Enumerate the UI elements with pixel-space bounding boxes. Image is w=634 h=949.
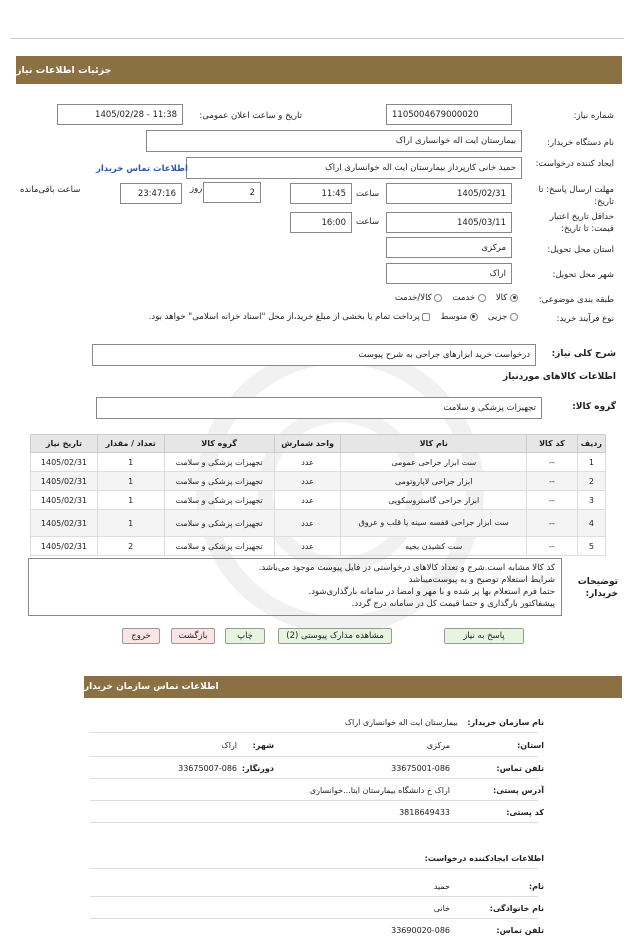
goods-info-title: اطلاعات کالاهای موردنیاز <box>502 372 616 382</box>
remaining-time-field: 23:47:16 <box>120 183 182 204</box>
address-label: آدرس پستی: <box>493 786 544 795</box>
creator-field: حمید خانی کارپرداز بیمارستان ایت اله خوانساری اراک <box>186 157 522 179</box>
row-divider <box>90 732 538 733</box>
row-divider <box>90 778 538 779</box>
col-qty: تعداد / مقدار <box>97 435 164 453</box>
process-option-minor[interactable]: جزیی <box>488 312 518 322</box>
note-line: حتما فرم استعلام بها پر شده و با مهر و امضا در سامانه بارگذاری‌شود. <box>308 587 555 597</box>
city-contact-value: اراک <box>221 741 237 750</box>
validity-date-field: 1405/03/11 <box>386 212 512 233</box>
treasury-option[interactable]: پرداخت تمام یا بخشی از مبلغ خرید،از محل "اسناد خزانه اسلامی" خواهد بود. <box>149 312 431 322</box>
remaining-label: ساعت باقی‌مانده <box>20 185 81 195</box>
deadline-time-label: ساعت <box>356 189 380 199</box>
process-option-medium[interactable]: متوسط <box>440 312 477 322</box>
col-name: نام کالا <box>341 435 527 453</box>
org-name-value: بیمارستان ایت اله خوانساری اراک <box>344 718 458 727</box>
notes-box <box>28 558 562 616</box>
last-name-value: خانی <box>433 904 450 913</box>
col-row: ردیف <box>577 435 605 453</box>
view-attachments-button[interactable]: مشاهده مدارک پیوستی (2) <box>278 628 392 644</box>
summary-field: درخواست خرید ابزارهای جراحی به شرح پیوست <box>92 344 536 366</box>
need-number-field: 1105004679000020 <box>386 104 512 125</box>
exit-button[interactable]: خروج <box>122 628 160 644</box>
validity-time-field: 16:00 <box>290 212 352 233</box>
days-label: روز <box>190 184 203 194</box>
address-value: اراک خ دانشگاه بیمارستان ایتا...خوانساری <box>309 786 450 795</box>
postal-value: 3818649433 <box>399 808 450 817</box>
announce-label: تاریخ و ساعت اعلان عمومی: <box>199 111 302 121</box>
col-group: گروه کالا <box>164 435 274 453</box>
category-option-goods[interactable]: کالا <box>496 293 518 303</box>
province-field: مرکزی <box>386 237 512 258</box>
process-radio-group <box>149 312 518 322</box>
process-label: نوع فرآیند خرید: <box>556 314 614 324</box>
validity-time-label: ساعت <box>356 217 380 227</box>
table-row: 2 -- ابزار جراحی لاپاروتومی عدد تجهیزات پزشکی و سلامت 1 1405/02/31 <box>31 472 606 491</box>
print-button[interactable]: چاپ <box>225 628 265 644</box>
items-table <box>30 434 606 556</box>
col-unit: واحد شمارش <box>274 435 341 453</box>
province-contact-value: مرکزی <box>426 741 450 750</box>
phone-label: تلفن تماس: <box>496 764 544 773</box>
category-option-service[interactable]: خدمت <box>452 293 485 303</box>
page-title: جزئیات اطلاعات نیاز <box>16 64 112 76</box>
creator-label: ایجاد کننده درخواست: <box>535 159 614 169</box>
creator-info-title: اطلاعات ایجادکننده درخواست: <box>424 854 544 863</box>
checkbox-icon <box>422 313 430 321</box>
org-name-label: نام سازمان خریدار: <box>467 718 544 727</box>
city-field: اراک <box>386 263 512 284</box>
note-line: شرایط استعلام توضیح و به پیوست‌میباشد <box>408 575 555 585</box>
phone-value: 33675001-086 <box>391 764 450 773</box>
announce-field: 1405/02/28 - 11:38 <box>57 104 183 125</box>
first-name-value: حمید <box>433 882 450 891</box>
row-divider <box>90 896 538 897</box>
table-row: 3 -- ابزار جراحی گاستروسکوپی عدد تجهیزات پزشکی و سلامت 1 1405/02/31 <box>31 491 606 510</box>
notes-label: توضیحات خریدار: <box>577 577 618 599</box>
creator-phone-value: 33690020-086 <box>391 926 450 935</box>
province-contact-label: استان: <box>517 741 544 750</box>
row-divider <box>90 800 538 801</box>
province-label: استان محل تحویل: <box>547 245 614 255</box>
fax-value: 33675007-086 <box>178 764 237 773</box>
fax-label: دورنگار: <box>241 764 274 773</box>
radio-icon <box>478 294 486 302</box>
radio-icon <box>510 313 518 321</box>
radio-icon <box>434 294 442 302</box>
table-row: 5 -- ست کشیدن بخیه عدد تجهیزات پزشکی و سلامت 2 1405/02/31 <box>31 537 606 556</box>
table-row: 4 -- ست ابزار جراحی قفسه سینه یا قلب و عروق عدد تجهیزات پزشکی و سلامت 1 1405/02/31 <box>31 510 606 537</box>
first-name-label: نام: <box>528 882 544 891</box>
group-field: تجهیزات پزشکی و سلامت <box>96 397 542 419</box>
contact-title: اطلاعات تماس سازمان خریدار <box>84 682 219 692</box>
category-radio-group <box>395 293 518 303</box>
back-button[interactable]: بازگشت <box>171 628 215 644</box>
note-line: کد کالا مشابه است.شرح و تعداد کالاهای درخواستی در فایل پیوست موجود می‌باشد. <box>258 563 555 573</box>
table-header-row <box>31 435 606 453</box>
creator-phone-label: تلفن تماس: <box>496 926 544 935</box>
row-divider <box>90 756 538 757</box>
row-divider <box>90 868 538 869</box>
validity-label: حداقل تاریخ اعتبار قیمت: تا تاریخ: <box>549 212 614 234</box>
category-option-both[interactable]: کالا/خدمت <box>395 293 443 303</box>
city-contact-label: شهر: <box>252 741 274 750</box>
category-label: طبقه بندی موضوعی: <box>538 295 614 305</box>
city-label: شهر محل تحویل: <box>552 270 614 280</box>
postal-label: کد پستی: <box>506 808 544 817</box>
days-field: 2 <box>203 182 261 203</box>
deadline-date-field: 1405/02/31 <box>386 183 512 204</box>
group-label: گروه کالا: <box>572 402 616 412</box>
buyer-contact-link[interactable]: اطلاعات تماس خریدار <box>96 164 188 174</box>
deadline-time-field: 11:45 <box>290 183 352 204</box>
summary-label: شرح کلی نیاز: <box>551 349 616 359</box>
table-row: 1 -- ست ابزار جراحی عمومی عدد تجهیزات پزشکی و سلامت 1 1405/02/31 <box>31 453 606 472</box>
deadline-label: مهلت ارسال پاسخ: تا تاریخ: <box>538 185 614 207</box>
radio-selected-icon <box>470 313 478 321</box>
reply-button[interactable]: پاسخ به نیاز <box>444 628 524 644</box>
buyer-org-field: بیمارستان ایت اله خوانساری اراک <box>146 130 522 152</box>
row-divider <box>90 822 538 823</box>
need-number-label: شماره نیاز: <box>573 111 614 121</box>
contact-section-header <box>84 676 622 698</box>
note-line: پیشفاکتور بارگذاری و حتما قیمت کل در سامانه درج گردد. <box>351 599 555 609</box>
page-header <box>16 56 622 84</box>
last-name-label: نام خانوادگی: <box>489 904 544 913</box>
buyer-org-label: نام دستگاه خریدار: <box>547 138 614 148</box>
top-divider <box>10 38 624 39</box>
radio-selected-icon <box>510 294 518 302</box>
col-date: تاریخ نیاز <box>31 435 98 453</box>
row-divider <box>90 918 538 919</box>
col-code: کد کالا <box>527 435 578 453</box>
